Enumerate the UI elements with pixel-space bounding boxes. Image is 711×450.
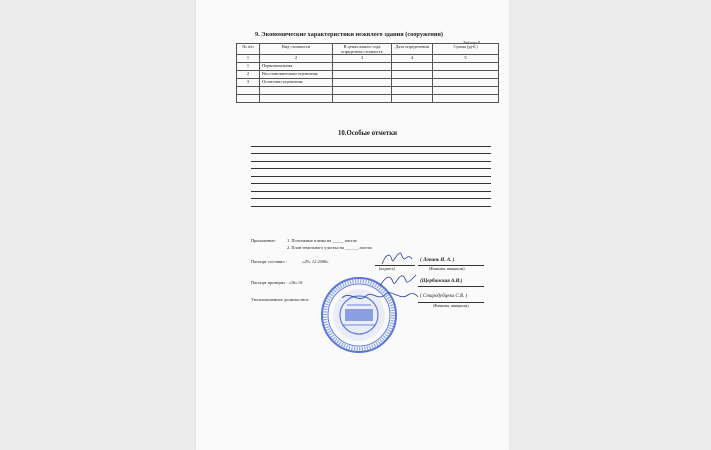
section10-title: 10.Особые отметки — [338, 130, 398, 137]
row-no: 3 — [237, 79, 260, 87]
table-row — [237, 87, 499, 95]
header-date: Дата определения — [392, 44, 433, 55]
header-year: В ценах какого года определена стоимость — [333, 44, 392, 55]
table-row — [237, 63, 499, 71]
header-sum: Сумма (руб.) — [433, 44, 499, 55]
name-line — [418, 265, 484, 266]
row-type: Остаточно-оценочная — [260, 79, 333, 87]
signature-compiled — [380, 250, 414, 268]
col-number: 3 — [333, 55, 392, 63]
checked-label: Паспорт проверил : «16» 01 — [251, 280, 303, 285]
table-row — [237, 71, 499, 79]
row-type: Первоначальная — [260, 63, 333, 71]
notes-line — [251, 191, 491, 192]
table-row — [237, 95, 499, 103]
col-number: 1 — [237, 55, 260, 63]
col-number: 4 — [392, 55, 433, 63]
row-type: Восстановительно-оценочная — [260, 71, 333, 79]
row-no: 1 — [237, 63, 260, 71]
checked-name: (Щербинская А.И.) — [420, 279, 463, 284]
appendix-item-2: 2. План земельного участка на ______ листах — [287, 245, 372, 250]
appendix-item-1: 1. Поэтажные планы на _____ листах — [287, 238, 357, 243]
notes-line — [251, 176, 491, 177]
notes-line — [251, 146, 491, 147]
notes-line — [251, 161, 491, 162]
name-line — [418, 286, 484, 287]
notes-line — [251, 206, 491, 207]
name-line — [418, 302, 484, 303]
notes-line — [251, 198, 491, 199]
official-name-caption: (Фамилия, инициалы) — [433, 304, 469, 308]
table-row — [237, 79, 499, 87]
col-number: 5 — [433, 55, 499, 63]
col-number: 2 — [260, 55, 333, 63]
official-name: ( Стародубцева С.В. ) — [420, 294, 468, 299]
official-label: Уполномоченное должностное — [251, 297, 309, 302]
table-row — [237, 55, 499, 63]
notes-line — [251, 153, 491, 154]
table-header-row — [237, 44, 499, 55]
compiled-name-caption: (Фамилия, инициалы) — [429, 267, 465, 271]
signature-official — [340, 286, 420, 308]
header-type: Вид стоимости — [260, 44, 333, 55]
header-no: № п/п — [237, 44, 260, 55]
compiled-label: Паспорт составил : — [251, 259, 287, 264]
table-label: Таблица 9 — [463, 40, 480, 45]
section9-title: 9. Экономические характеристики нежилого здания (сооружения) — [255, 31, 443, 38]
economic-table — [236, 43, 499, 103]
notes-line — [251, 183, 491, 184]
notes-line — [251, 168, 491, 169]
compiled-name: ( Лопань И. А. ) — [420, 258, 455, 263]
signature-caption: (подпись) — [379, 267, 395, 271]
row-no: 2 — [237, 71, 260, 79]
compiled-date: «29» 12 2008г. — [302, 259, 329, 264]
appendix-label: Приложение: — [251, 238, 276, 243]
